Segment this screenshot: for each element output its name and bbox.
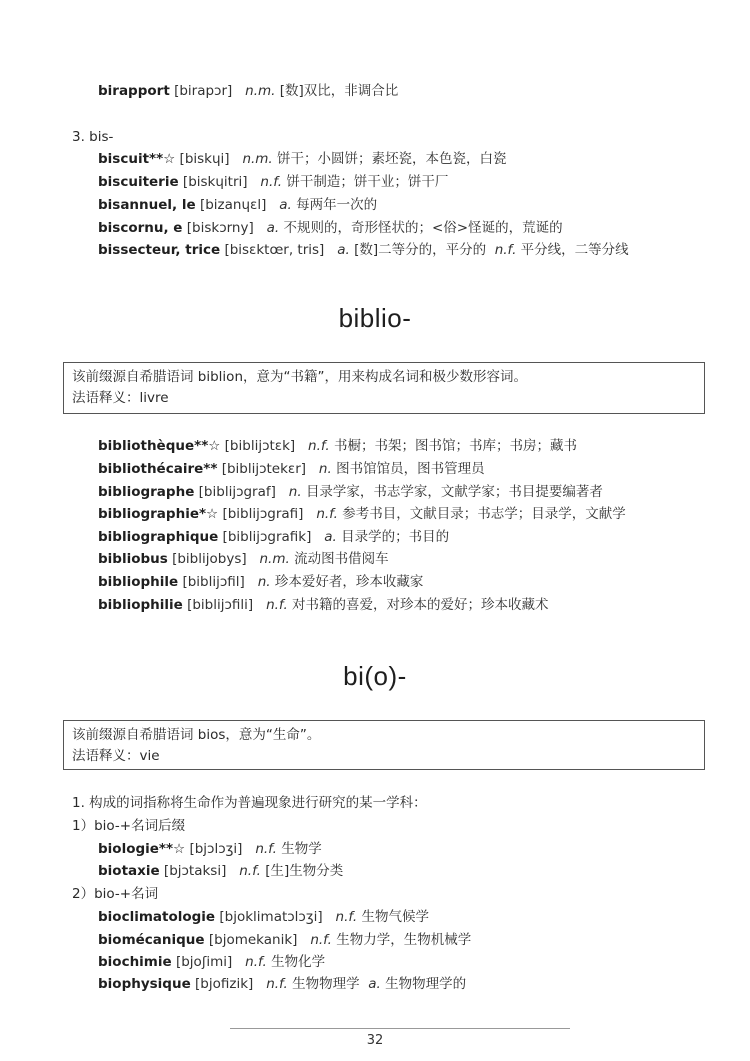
section-heading-biblio: biblio- [338,303,412,333]
entry-biophysique [98,975,466,993]
prefix-origin-text: 该前缀源自希腊语词 biblion，意为“书籍”，用来构成名词和极少数形容词。 [72,369,527,385]
entry-pos: n.f. [239,863,261,879]
entry-pos: n.f. [260,174,283,190]
entry-word: birapport [98,83,170,99]
entry-phonetic: [biskɔrny] [186,220,254,236]
entry-pos-2: a. [368,976,381,992]
entry-word: bibliographe [98,484,195,500]
entry-word: biscuit**☆ [98,151,176,167]
entry-word: biscornu, e [98,220,183,236]
entry-definition: 生物力学，生物机械学 [336,932,472,948]
entry-word: biophysique [98,976,191,992]
entry-word: bioclimatologie [98,909,216,925]
entry-phonetic: [bjomekanik] [208,932,298,948]
entry-word: bibliobus [98,551,168,567]
entry-bibliographique [98,528,449,546]
entry-word: bisannuel, le [98,197,196,213]
bio-subsection-2: 2）bio-+名词 [72,886,159,902]
entry-word: biscuiterie [98,174,179,190]
entry-word: biologie**☆ [98,841,186,857]
entry-pos: n. [257,574,271,590]
entry-definition-2: 生物物理学的 [385,976,467,992]
entry-biscuit [98,150,507,168]
section-title-bis: 3. bis- [72,129,114,145]
entry-phonetic: [bjofizik] [195,976,254,992]
entry-definition: [数]双比，非调合比 [279,83,399,99]
entry-phonetic: [biblijɔgrafi] [222,506,304,522]
entry-word: bibliographie*☆ [98,506,219,522]
entry-pos: a. [337,242,350,258]
entry-biscuiterie [98,173,448,191]
entry-phonetic: [biblijɔfili] [187,597,254,613]
entry-biotaxie [98,862,343,880]
entry-definition: 流动图书借阅车 [294,551,389,567]
entry-phonetic: [biblijɔgraf] [198,484,276,500]
entry-word: bibliophilie [98,597,183,613]
entry-pos: a. [324,529,337,545]
page-number: 32 [366,1033,384,1048]
entry-pos: n.f. [266,597,288,613]
entry-bibliophile [98,573,423,591]
entry-phonetic: [bjɔlɔʒi] [189,841,243,857]
entry-phonetic: [biblijɔfil] [182,574,245,590]
entry-word: bissecteur, trice [98,242,221,258]
entry-word: biotaxie [98,863,160,879]
entry-bibliothecaire [98,460,485,478]
entry-definition: 目录学的；书目的 [341,529,450,545]
entry-word: bibliothécaire** [98,461,218,477]
entry-bibliographie [98,505,626,523]
entry-biologie [98,840,322,858]
entry-pos: n.m. [242,151,273,167]
entry-definition: 参考书目，文献目录；书志学；目录学，文献学 [342,506,626,522]
entry-definition: 饼干制造；饼干业；饼干厂 [286,174,449,190]
entry-pos: n.f. [245,954,267,970]
entry-word: biomécanique [98,932,205,948]
prefix-info-box-biblio [63,362,705,414]
entry-pos: n.m. [245,83,276,99]
entry-phonetic: [birapɔr] [174,83,233,99]
entry-definition: 每两年一次的 [296,197,378,213]
entry-word: bibliophile [98,574,179,590]
prefix-french-meaning: 法语释义：vie [72,748,160,764]
bio-intro: 1. 构成的词指称将生命作为普遍现象进行研究的某一学科： [72,795,427,811]
entry-pos: n. [288,484,302,500]
entry-phonetic: [bjoʃimi] [175,954,233,970]
entry-pos: a. [266,220,280,236]
entry-bibliophilie [98,596,549,614]
entry-word: bibliothèque**☆ [98,438,221,454]
entry-pos: n.f. [266,976,288,992]
entry-pos: n.f. [255,841,277,857]
entry-birapport [98,82,398,100]
entry-pos: a. [279,197,292,213]
entry-pos: n.f. [335,909,358,925]
entry-definition: 对书籍的喜爱，对珍本的爱好；珍本收藏术 [292,597,549,613]
entry-phonetic: [biblijɔtɛk] [224,438,296,454]
entry-definition: 书橱；书架；图书馆；书库；书房；藏书 [333,438,577,454]
entry-word: bibliographique [98,529,219,545]
entry-bioclimatologie [98,908,429,926]
footer-rule [230,1028,570,1029]
entry-definition-2: 平分线，二等分线 [520,242,629,258]
entry-phonetic: [biskɥi] [179,151,230,167]
entry-word: biochimie [98,954,172,970]
entry-definition: 生物物理学 [292,976,360,992]
entry-pos-2: n.f. [494,242,517,258]
entry-biomecanique [98,931,471,949]
entry-definition: 珍本爱好者，珍本收藏家 [274,574,424,590]
entry-phonetic: [bjɔtaksi] [163,863,227,879]
entry-bibliographe [98,483,603,501]
entry-phonetic: [bizanɥɛl] [199,197,267,213]
entry-bisannuel [98,196,377,214]
entry-bibliotheque [98,437,577,455]
entry-definition: 不规则的，奇形怪状的；<俗>怪诞的，荒诞的 [283,220,563,236]
entry-definition: 目录学家，书志学家，文献学家；书目提要编著者 [305,484,603,500]
entry-definition: 生物气候学 [361,909,429,925]
entry-pos: n.f. [310,932,332,948]
entry-phonetic: [bisɛktœr, tris] [224,242,325,258]
entry-definition: 图书馆馆员，图书管理员 [336,461,485,477]
entry-definition: [生]生物分类 [265,863,344,879]
entry-bissecteur [98,241,629,259]
entry-biochimie [98,953,325,971]
prefix-french-meaning: 法语释义：livre [72,390,169,406]
entry-phonetic: [biblijɔtekɛr] [221,461,307,477]
entry-phonetic: [biblijobys] [172,551,247,567]
entry-phonetic: [biskɥitri] [182,174,248,190]
entry-definition: [数]二等分的，平分的 [354,242,487,258]
entry-biscornu [98,219,563,237]
entry-phonetic: [bjoklimatɔlɔʒi] [219,909,323,925]
prefix-info-box-bio [63,720,705,770]
section-heading-bio: bi(o)- [343,661,407,691]
entry-pos: n.f. [308,438,330,454]
entry-bibliobus [98,550,389,568]
entry-definition: 饼干；小圆饼；素坯瓷，本色瓷，白瓷 [277,151,507,167]
entry-pos: n.m. [259,551,290,567]
bio-subsection-1: 1）bio-+名词后缀 [72,818,186,834]
entry-pos: n.f. [316,506,338,522]
entry-definition: 生物学 [281,841,322,857]
prefix-origin-text: 该前缀源自希腊语词 bios，意为“生命”。 [72,727,321,743]
entry-phonetic: [biblijɔgrafik] [222,529,312,545]
entry-pos: n. [318,461,332,477]
entry-definition: 生物化学 [271,954,326,970]
